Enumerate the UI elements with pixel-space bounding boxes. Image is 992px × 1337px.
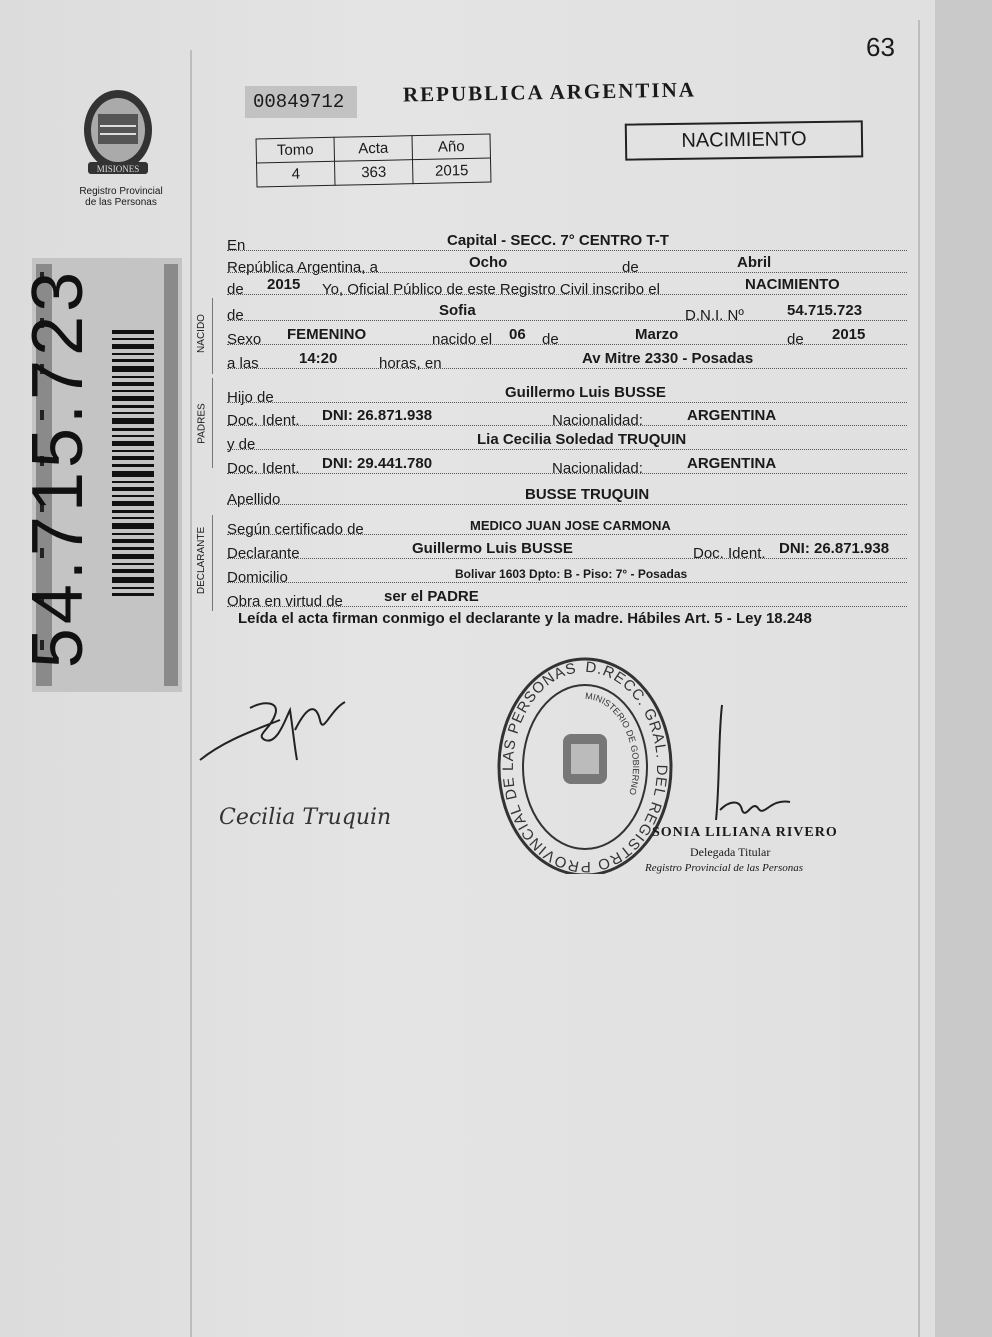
- label-doc-declarante: Doc. Ident.: [693, 545, 766, 562]
- value-madre-doc: DNI: 29.441.780: [322, 455, 433, 472]
- registry-label: [56, 186, 186, 208]
- value-padre: Guillermo Luis BUSSE: [505, 384, 666, 401]
- value-domicilio: Bolivar 1603 Dpto: B - Piso: 7° - Posadas: [455, 567, 688, 581]
- label-declarante: Declarante: [227, 545, 300, 562]
- country-heading: REPUBLICA ARGENTINA: [402, 77, 697, 107]
- serial-number-box: [245, 86, 357, 118]
- label-hijo-de: Hijo de: [227, 389, 274, 406]
- line-fecha: [227, 250, 907, 276]
- registry-stamp-icon: [495, 654, 675, 874]
- label-sexo: Sexo: [227, 331, 262, 348]
- label-nac-padre: Nacionalidad:: [552, 412, 643, 429]
- book-col-acta: Acta: [334, 136, 412, 162]
- value-mes-acta: Abril: [737, 254, 772, 271]
- left-margin-rule: [190, 50, 192, 1337]
- section-padres-bracket: [196, 378, 213, 468]
- value-obra: ser el PADRE: [384, 588, 479, 605]
- book-col-tomo: Tomo: [256, 137, 334, 163]
- value-lugar-nac: Av Mitre 2330 - Posadas: [582, 350, 754, 367]
- label-obra: Obra en virtud de: [227, 593, 343, 610]
- value-doc-declarante: DNI: 26.871.938: [779, 540, 890, 557]
- line-lugar: [227, 228, 907, 254]
- seal-text: MISIONES: [96, 164, 140, 174]
- value-lugar: Capital - SECC. 7° CENTRO T-T: [447, 232, 669, 249]
- label-domicilio: Domicilio: [227, 569, 288, 586]
- line-madre-doc: [227, 451, 907, 477]
- label-de-mes: de: [542, 331, 559, 348]
- closing-statement: Leída el acta firman conmigo el declarante y la madre. Hábiles Art. 5 - Ley 18.248: [238, 610, 812, 627]
- value-anio-nac: 2015: [832, 326, 866, 343]
- line-hora: [227, 346, 907, 372]
- mother-signature-icon: [215, 790, 395, 840]
- section-nacido-label: NACIDO: [195, 314, 207, 353]
- value-madre: Lia Cecilia Soledad TRUQUIN: [477, 431, 687, 448]
- section-nacido-bracket: [196, 298, 213, 374]
- label-dni: D.N.I. Nº: [685, 307, 744, 324]
- line-anio: [227, 272, 907, 298]
- value-inscribe: NACIMIENTO: [745, 276, 840, 293]
- label-en: En: [227, 237, 246, 254]
- page-edge-shadow: [935, 0, 992, 1337]
- declarant-signature-icon: [195, 690, 365, 770]
- label-doc-padre: Doc. Ident.: [227, 412, 300, 429]
- stamp-inner-text: MINISTERIO DE GOBIERNO: [584, 690, 641, 797]
- value-nombre: Sofia: [439, 302, 476, 319]
- value-padre-doc: DNI: 26.871.938: [322, 407, 433, 424]
- label-nac-madre: Nacionalidad:: [552, 460, 643, 477]
- line-declarante: [227, 536, 907, 562]
- label-nombre: de: [227, 307, 244, 324]
- barcode-number: 54.715.723: [18, 267, 98, 669]
- value-padre-nac: ARGENTINA: [687, 407, 777, 424]
- official-role: Delegada Titular: [690, 845, 771, 859]
- book-val-anio: 2015: [412, 158, 490, 184]
- book-val-acta: 363: [335, 160, 413, 186]
- section-padres-label: PADRES: [196, 403, 208, 444]
- section-declarante-bracket: [196, 515, 213, 611]
- label-doc-madre: Doc. Ident.: [227, 460, 300, 477]
- value-apellido: BUSSE TRUQUIN: [525, 486, 650, 503]
- official-name: SONIA LILIANA RIVERO: [652, 825, 838, 840]
- value-hora: 14:20: [299, 350, 338, 367]
- book-reference-table: [256, 134, 492, 188]
- value-madre-nac: ARGENTINA: [687, 455, 777, 472]
- serial-number: 00849712: [253, 91, 345, 113]
- value-sexo: FEMENINO: [287, 326, 367, 343]
- registry-label-line1: Registro Provincial: [79, 186, 163, 197]
- line-madre: [227, 427, 907, 453]
- label-de-anio: de: [227, 281, 244, 298]
- label-oficial: Yo, Oficial Público de este Registro Civil inscribo el: [322, 281, 660, 298]
- value-declarante: Guillermo Luis BUSSE: [412, 540, 573, 557]
- label-a-las: a las: [227, 355, 259, 372]
- label-apellido: Apellido: [227, 491, 281, 508]
- line-certificado: [227, 512, 907, 538]
- official-office: Registro Provincial de las Personas: [645, 862, 804, 874]
- official-signature-icon: [680, 700, 810, 840]
- value-dia-nac: 06: [509, 326, 526, 343]
- line-sexo: [227, 322, 907, 348]
- province-seal-icon: [78, 86, 158, 184]
- value-dia-acta: Ocho: [469, 254, 508, 271]
- book-table-values: [257, 158, 491, 187]
- stamp-outer-text: D.RECC. GRAL. DEL REGISTRO PROVINCIAL DE LAS PERSONAS: [499, 658, 671, 874]
- label-certificado: Según certificado de: [227, 521, 364, 538]
- mother-signature-text: Cecilia Truquin: [219, 805, 392, 830]
- value-dni: 54.715.723: [787, 302, 863, 319]
- line-apellido: [227, 482, 907, 508]
- line-obra: [227, 584, 907, 610]
- label-republica: República Argentina, a: [227, 259, 378, 276]
- label-de-anio-nac: de: [787, 331, 804, 348]
- record-type-box: NACIMIENTO: [625, 120, 863, 160]
- label-nacido-el: nacido el: [432, 331, 493, 348]
- label-de: de: [622, 259, 639, 276]
- label-horas-en: horas, en: [379, 355, 442, 372]
- line-nombre: [227, 298, 907, 324]
- value-mes-nac: Marzo: [635, 326, 679, 343]
- value-anio-acta: 2015: [267, 276, 301, 293]
- barcode-sticker: [18, 258, 182, 692]
- right-margin-rule: [918, 20, 920, 1337]
- section-declarante-label: DECLARANTE: [196, 526, 208, 595]
- value-certificado: MEDICO JUAN JOSE CARMONA: [470, 518, 671, 533]
- line-padre-doc: [227, 403, 907, 429]
- registry-label-line2: de las Personas: [85, 197, 157, 208]
- page-number: 63: [866, 32, 895, 62]
- line-domicilio: [227, 560, 907, 586]
- line-padre: [227, 380, 907, 406]
- book-val-tomo: 4: [257, 161, 335, 187]
- book-col-anio: Año: [412, 134, 490, 160]
- label-y-de: y de: [227, 436, 256, 453]
